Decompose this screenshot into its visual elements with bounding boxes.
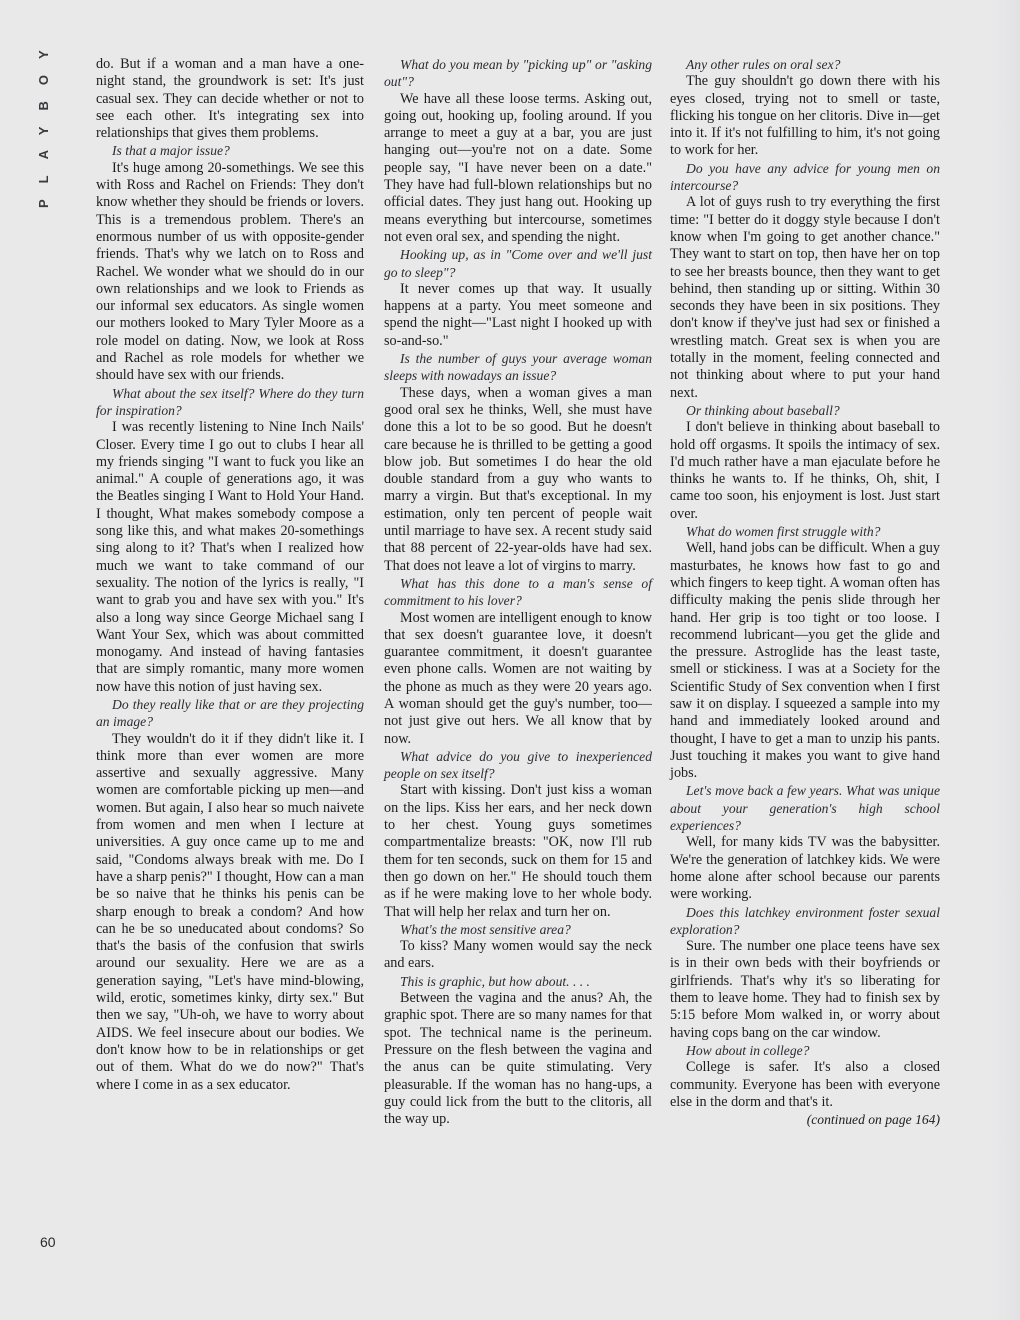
interview-answer: The guy shouldn't go down there with his eyes closed, trying not to smell or taste, flicking his tongue on her clitoris. Dive in—get into it. If it's not fulfilling to him, it's not going to work for her. <box>670 73 940 159</box>
interview-question: What has this done to a man's sense of commitment to his lover? <box>384 575 652 609</box>
interview-answer: They wouldn't do it if they didn't like it. I think more than ever women are more assertive and sexually aggressive. Many women are comfortable picking up men—and women. But again, I also hear so much naivete from women and men when I lecture at universities. A guy once came up to me and said, "Condoms always break with me. Do I have a sharp penis?" I thought, How can a man be so naive that he thinks his penis can be sharp enough to break a condom? And how can he be so uneducated about condoms? So that's the basis of the confusion that swirls around our sexuality. Here we are as a generation saying, "Let's have mind-blowing, wild, erotic, sometimes kinky, dirty sex." But then we say, "Uh-oh, we have to worry about AIDS. We feel insecure about our bodies. We don't know how to be in relationships or get out of them. What do we do now?" That's where I come in as a sex educator. <box>96 730 364 1093</box>
interview-answer: Sure. The number one place teens have sex is in their own beds with their boyfriends or girlfriends. That's why it's so liberating for them to leave home. They had to finish sex by 5:15 before Mom walked in, or worry about having cops bang on the car window. <box>670 938 940 1041</box>
interview-answer: These days, when a woman gives a man good oral sex he thinks, Well, she must have done this a lot to be so good. But he doesn't care because he is thrilled to be getting a good blow job. But sometimes I do hear the old double standard from a guy who wants to marry a virgin. But that's exceptional. In my estimation, only ten percent of people wait until marriage to have sex. A recent study said that 88 percent of 22-year-olds have had sex. That does not leave a lot of virgins to marry. <box>384 384 652 574</box>
interview-answer: Start with kissing. Don't just kiss a woman on the lips. Kiss her ears, and her neck down to her chest. Young guys sometimes compartmentalize breasts: "OK, now I'll rub them for ten seconds, suck on them for 15 and then go down on her." He should touch them as if he were making love to her whole body. That will help her relax and turn her on. <box>384 782 652 920</box>
interview-question: What advice do you give to inexperienced people on sex itself? <box>384 748 652 782</box>
interview-question: What do women first struggle with? <box>686 524 881 540</box>
interview-question: Do you have any advice for young men on intercourse? <box>670 160 940 194</box>
interview-question: Let's move back a few years. What was unique about your generation's high school experiences? <box>670 783 940 834</box>
continued-note: (continued on page 164) <box>806 1112 940 1128</box>
page-number: 60 <box>40 1234 56 1250</box>
interview-answer: To kiss? Many women would say the neck and ears. <box>384 938 652 972</box>
text-column-2 <box>384 56 652 1128</box>
interview-question: Does this latchkey environment foster sexual exploration? <box>670 904 940 937</box>
interview-question: Is the number of guys your average woman sleeps with nowadays an issue? <box>384 351 652 384</box>
interview-question: Or thinking about baseball? <box>686 402 840 418</box>
interview-answer: I was recently listening to Nine Inch Nails' Closer. Every time I go out to clubs I hear all my friends singing "I want to fuck you like an animal." A couple of generations ago, it was the Beatles singing I Want to Hold Your Hand. I thought, What makes somebody compose a song like this, and what makes 20-somethings sing along to it? That's when I realized how much we want to take command of our sexuality. The notion of the lyrics is really, "I want to grab you and have sex with you." It's also a long way since George Michael sang I Want Your Sex, which was about committed monogamy. And instead of having fantasies that are simply romantic, many more women now have this notion of just having sex. <box>96 419 364 695</box>
interview-answer: A lot of guys rush to try everything the first time: "I better do it doggy style because I don't know when I'm going to get another chance." They want to start on top, then have her on top to see her breasts bounce, then they want to get behind, then standing up or sitting. Within 30 seconds they have been in six positions. They don't know if they've just had sex or finished a wrestling match. Great sex is when you are totally in the moment, feeling connected and not thinking about where to put your hand next. <box>670 194 940 401</box>
interview-question: Do they really like that or are they projecting an image? <box>96 696 364 730</box>
interview-answer: It's huge among 20-somethings. We see this with Ross and Rachel on Friends: They don't know whether they should be friends or lovers. This is a tremendous problem. There's an enormous number of us with opposite-gender friends. That's why we latch on to Ross and Rachel. We wonder what we should do in our own relationships and we look to Friends as our informal sex educators. As single women our mothers looked to Mary Tyler Moore as a role model on dating. Now, we look at Ross and Rachel as role models for whether we should have sex with our friends. <box>96 159 364 384</box>
interview-question: What about the sex itself? Where do they turn for inspiration? <box>96 385 364 418</box>
interview-answer: Well, for many kids TV was the babysitter. We're the generation of latchkey kids. We were home alone after school because our parents were working. <box>670 834 940 903</box>
interview-question: This is graphic, but how about. . . . <box>400 973 590 989</box>
interview-answer: We have all these loose terms. Asking out, going out, hooking up, fooling around. If you arrange to meet a guy at a bar, you are just hanging out—you're not on a date. Some people say, "I have never been on a date." They have had full-blown relationships but no official dates. They just hang out. Hooking up means everything but intercourse, sometimes not even oral sex, and spending the night. <box>384 90 652 245</box>
interview-answer: Well, hand jobs can be difficult. When a guy masturbates, he knows how fast to go and which fingers to keep tight. A woman often has difficulty making the penis slide through her hand. Her grip is too tight or too loose. I recommend lubricant—you get the glide and the pressure. Astroglide has the least taste, smell or stickiness. I was at a Society for the Scientific Study of Sex convention when I first saw it on display. I squeezed a sample into my hand and immediately looked around and thought, I have to get a man to unzip his pants. Just touching it makes you want to give hand jobs. <box>670 540 940 782</box>
interview-answer: College is safer. It's also a closed community. Everyone has been with everyone else in the dorm and that's it. <box>670 1059 940 1110</box>
interview-question: What do you mean by "picking up" or "asking out"? <box>384 57 652 90</box>
text-column-3 <box>670 56 940 1128</box>
interview-question: What's the most sensitive area? <box>400 921 571 937</box>
text-column-1 <box>96 56 364 1094</box>
masthead: PLAYBOY <box>36 34 51 208</box>
interview-answer: do. But if a woman and a man have a one-night stand, the groundwork is set: It's just casual sex. They can decide whether or not to see each other. It's integrating sex into relationships that gives them problems. <box>96 56 364 142</box>
interview-question: How about in college? <box>686 1042 810 1058</box>
interview-question: Any other rules on oral sex? <box>686 57 841 72</box>
interview-question: Is that a major issue? <box>112 143 230 159</box>
page-edge <box>990 0 1020 1320</box>
interview-question: Hooking up, as in "Come over and we'll just go to sleep"? <box>384 247 652 280</box>
interview-answer: It never comes up that way. It usually happens at a party. You meet someone and spend the night—"Last night I hooked up with so-and-so." <box>384 280 652 349</box>
interview-answer: Most women are intelligent enough to know that sex doesn't guarantee love, it doesn't guarantee commitment, it doesn't guarantee even phone calls. Women are not waiting by the phone as much as they were 20 years ago. A woman should get the guy's number, too—not just give out hers. We all know that by now. <box>384 609 652 747</box>
interview-answer: I don't believe in thinking about baseball to hold off orgasms. It spoils the intimacy of sex. I'd much rather have a man ejaculate before he thinks he wants to. If he thinks, Oh, shit, I came too soon, his enjoyment is lost. Just start over. <box>670 419 940 522</box>
interview-answer: Between the vagina and the anus? Ah, the graphic spot. There are so many names for that spot. The technical name is the perineum. Pressure on the flesh between the vagina and the anus can be quite stimulating. Very pleasurable. If the woman has no hang-ups, a guy could lick from the butt to the clitoris, all the way up. <box>384 990 652 1128</box>
